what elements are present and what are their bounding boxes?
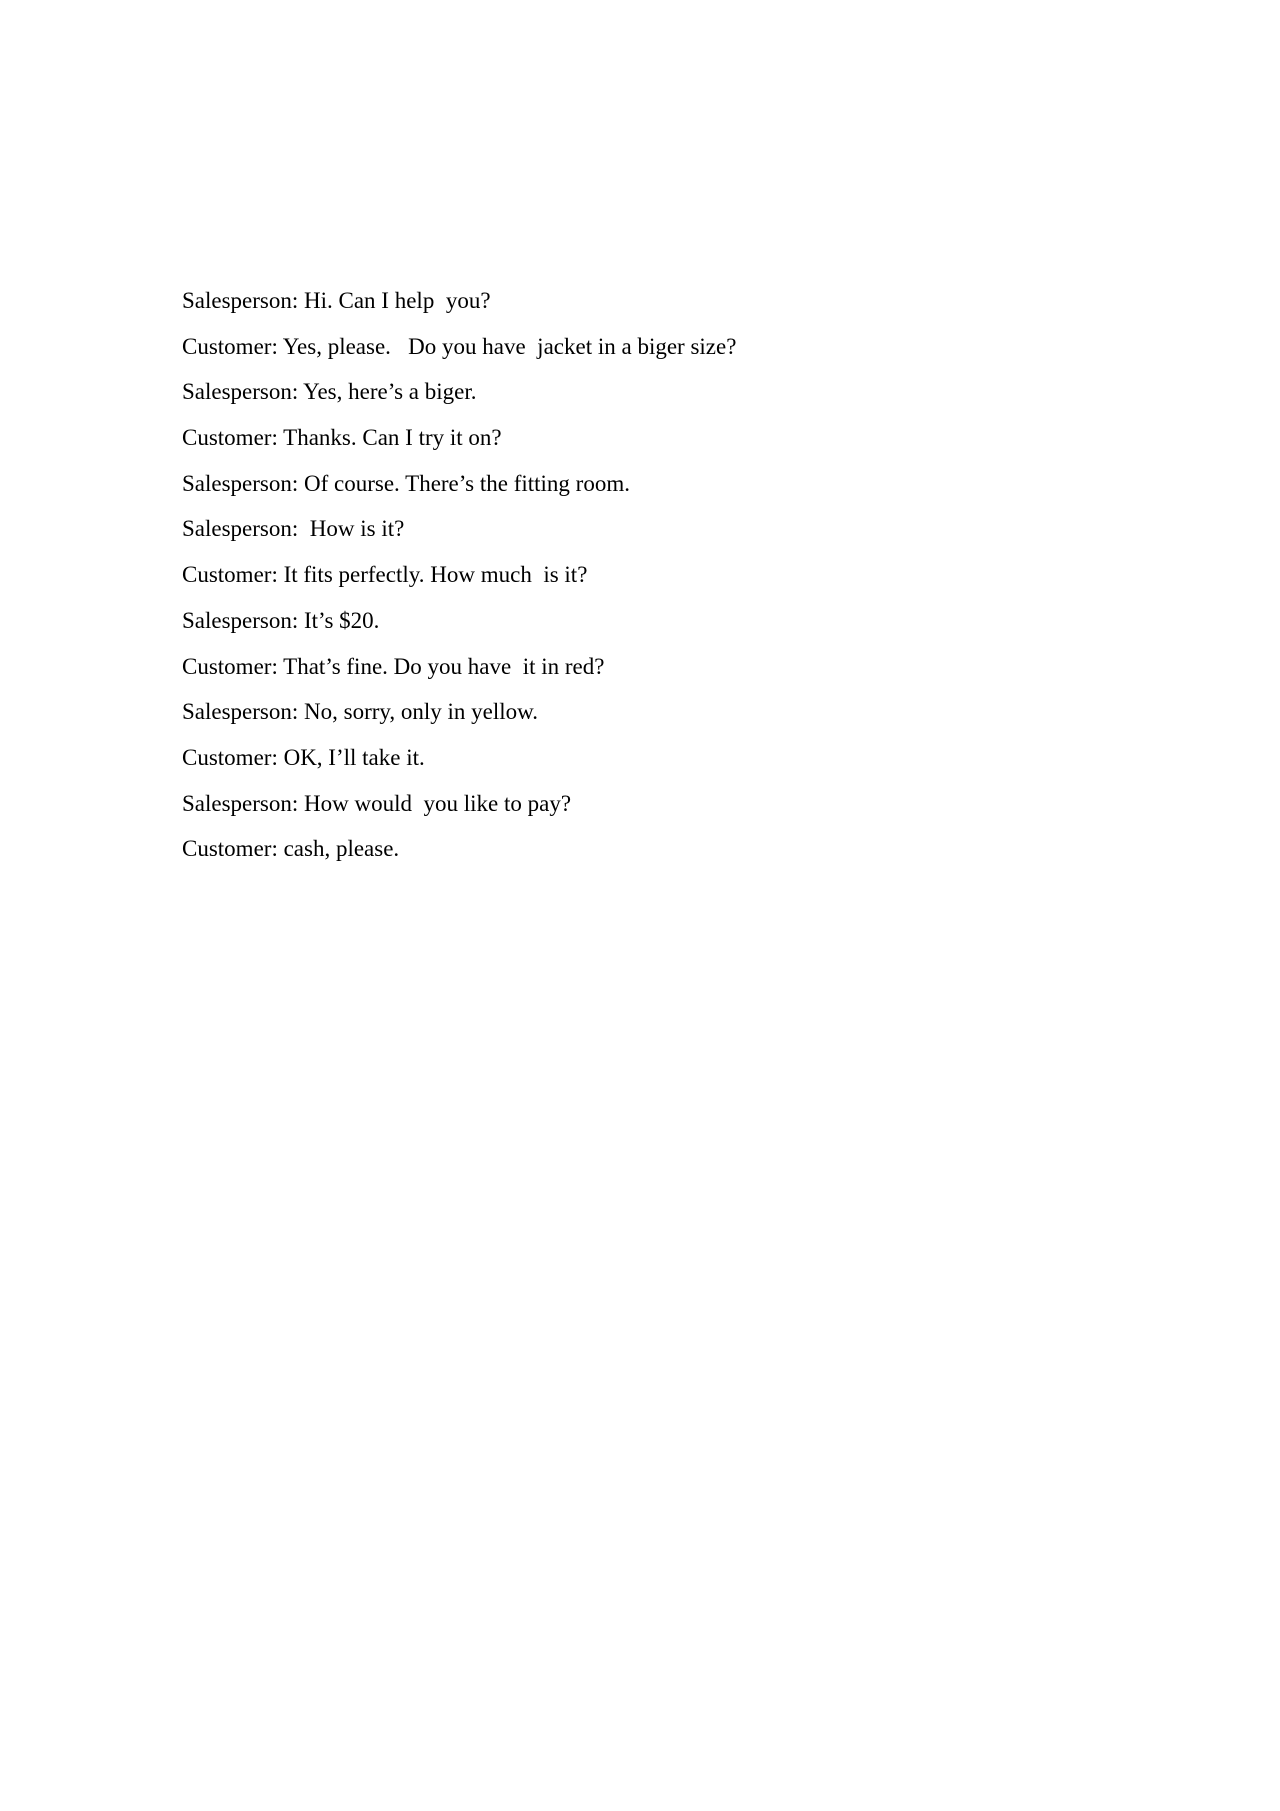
dialogue-line: Salesperson: How is it? xyxy=(182,516,405,542)
dialogue-line: Salesperson: Of course. There’s the fitting room. xyxy=(182,470,630,496)
dialogue-line: Salesperson: How would you like to pay? xyxy=(182,790,572,816)
dialogue-line: Customer: Yes, please. Do you have jacket in a biger size? xyxy=(182,333,737,359)
dialogue-line: Salesperson: Hi. Can I help you? xyxy=(182,288,491,313)
dialogue-text xyxy=(182,283,1182,877)
dialogue-line: Salesperson: It’s $20. xyxy=(182,607,380,633)
dialogue-line: Customer: That’s fine. Do you have it in red? xyxy=(182,653,605,679)
dialogue-line: Customer: cash, please. xyxy=(182,836,400,862)
dialogue-line: Salesperson: No, sorry, only in yellow. xyxy=(182,699,539,725)
dialogue-line: Salesperson: Yes, here’s a biger. xyxy=(182,379,477,405)
dialogue-line: Customer: Thanks. Can I try it on? xyxy=(182,425,502,451)
dialogue-line: Customer: It fits perfectly. How much is it? xyxy=(182,562,588,588)
dialogue-line: Customer: OK, I’ll take it. xyxy=(182,744,425,770)
